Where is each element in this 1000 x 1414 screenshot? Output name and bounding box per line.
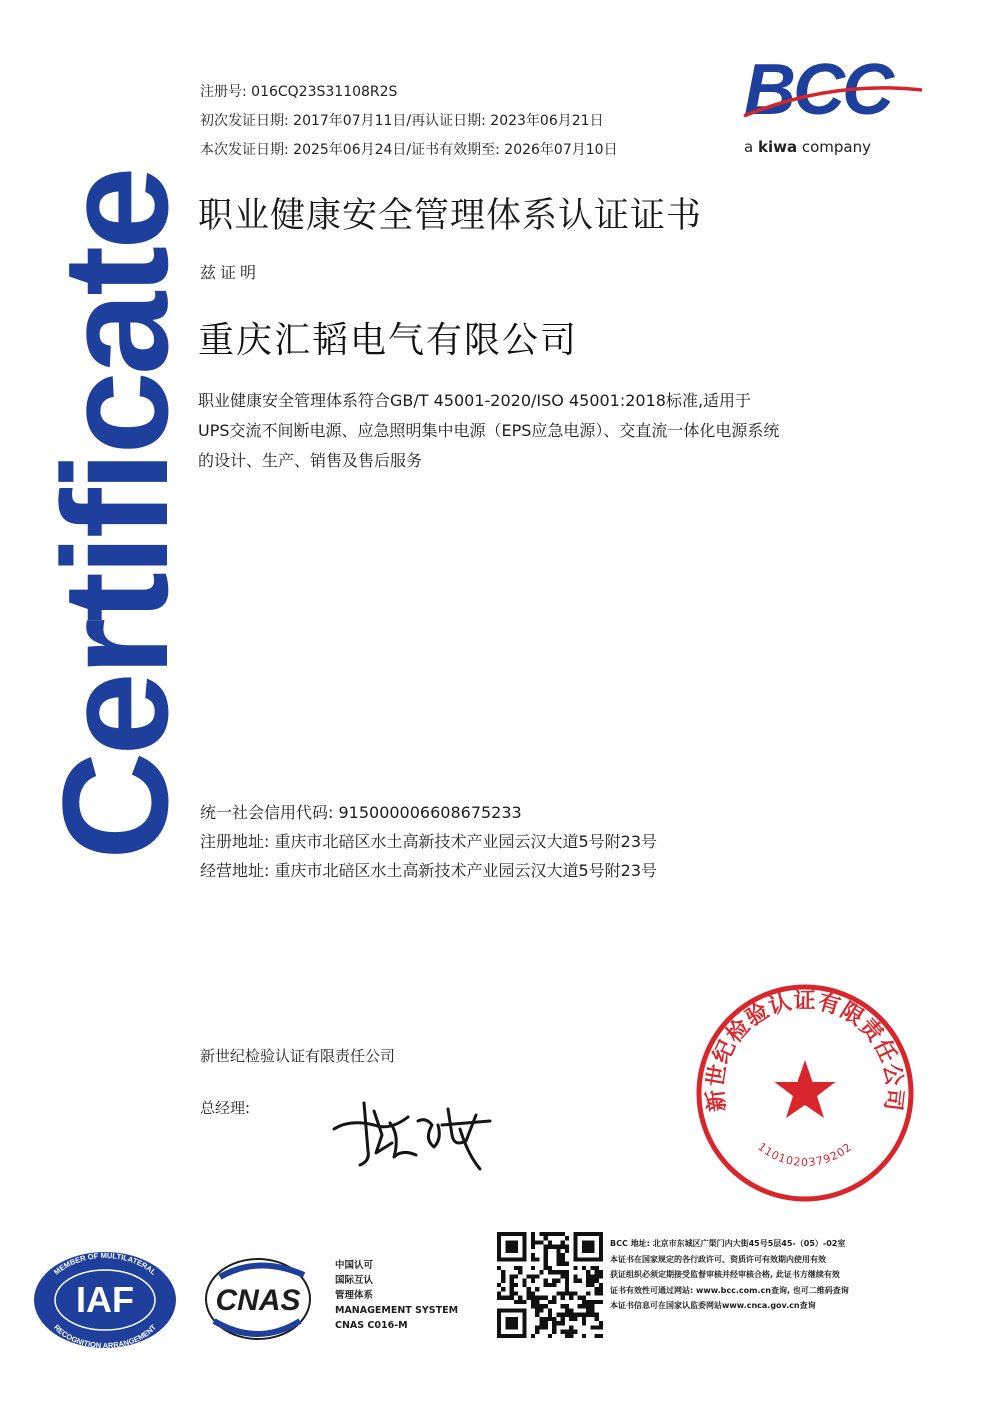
note-line: 证书有效性可通过网站: www.bcc.com.cn查询, 也可二维码查询 <box>610 1285 849 1295</box>
seal-star-icon <box>775 1060 836 1118</box>
cnas-line: 国际互认 <box>335 1275 374 1286</box>
seal-number: 1101020379202 <box>755 1140 855 1170</box>
meta-block <box>200 78 618 165</box>
certificate-title: 职业健康安全管理体系认证证书 <box>198 196 703 236</box>
note-line: 本证书信息可在国家认监委网站www.cnca.gov.cn查询 <box>610 1301 816 1310</box>
bcc-logo <box>742 50 928 164</box>
tag-suffix: company <box>797 138 871 156</box>
note-line: 获证组织必须定期接受监督审核并经审核合格, 此证书方继续有效 <box>610 1270 840 1279</box>
signature-image <box>330 1095 500 1175</box>
scope-text <box>198 386 968 476</box>
seal-text: 新世纪检验认证有限责任公司 <box>703 988 907 1113</box>
bcc-tagline <box>744 138 871 156</box>
iaf-ring-top: MEMBER OF MULTILATERAL <box>52 1250 159 1277</box>
this-issue-date: 本次发证日期: 2025年06月24日/证书有效期至: 2026年07月10日 <box>200 142 618 158</box>
cnas-line: 中国认可 <box>335 1260 374 1271</box>
iaf-letters: IAF <box>76 1279 134 1320</box>
bottom-notes <box>610 1236 849 1314</box>
scope-line: 职业健康安全管理体系符合GB/T 45001-2020/ISO 45001:2018标准,适用于 <box>198 391 752 410</box>
registration-number: 注册号: 016CQ23S31108R2S <box>200 84 398 100</box>
cnas-line: MANAGEMENT SYSTEM <box>335 1305 459 1316</box>
qr-code-icon[interactable] <box>497 1232 603 1338</box>
cnas-line: CNAS C016-M <box>335 1320 408 1331</box>
company-name: 重庆汇韬电气有限公司 <box>198 320 579 361</box>
company-details <box>200 798 657 885</box>
credit-code: 统一社会信用代码: 915000006608675233 <box>200 803 522 822</box>
bcc-logo-letters: BCC <box>744 50 891 130</box>
general-manager-label: 总经理: <box>200 1099 251 1117</box>
first-issue-date: 初次发证日期: 2017年07月11日/再认证日期: 2023年06月21日 <box>200 113 604 129</box>
company-seal <box>690 978 920 1208</box>
tag-prefix: a <box>744 138 758 156</box>
cnas-logo <box>200 1255 322 1343</box>
cnas-letters: CNAS <box>215 1284 301 1317</box>
operating-address: 经营地址: 重庆市北碚区水土高新技术产业园云汉大道5号附23号 <box>200 861 658 880</box>
hereby-certify: 兹证明 <box>200 263 261 282</box>
svg-text:1101020379202 <box>755 1140 854 1169</box>
note-line: 本证书在国家规定的各行政许可、资质许可有效期内使用有效 <box>610 1254 826 1264</box>
bcc-swoosh-icon <box>742 84 928 124</box>
iaf-logo <box>30 1250 180 1350</box>
cnas-description <box>335 1258 458 1333</box>
note-line: BCC 地址: 北京市东城区广渠门内大街45号5层45-（05）-02室 <box>610 1239 846 1248</box>
vertical-certificate-word: Certificate <box>31 170 199 860</box>
tag-brand: kiwa <box>757 138 798 156</box>
iaf-ring-bottom: RECOGNITION ARRANGEMENT <box>51 1322 159 1350</box>
scope-line: 的设计、生产、销售及售后服务 <box>198 451 423 470</box>
issuer-name: 新世纪检验认证有限责任公司 <box>200 1047 396 1065</box>
registered-address: 注册地址: 重庆市北碚区水土高新技术产业园云汉大道5号附23号 <box>200 832 658 851</box>
cnas-line: 管理体系 <box>335 1290 374 1301</box>
scope-line: UPS交流不间断电源、应急照明集中电源（EPS应急电源）、交直流一体化电源系统 <box>198 421 780 440</box>
